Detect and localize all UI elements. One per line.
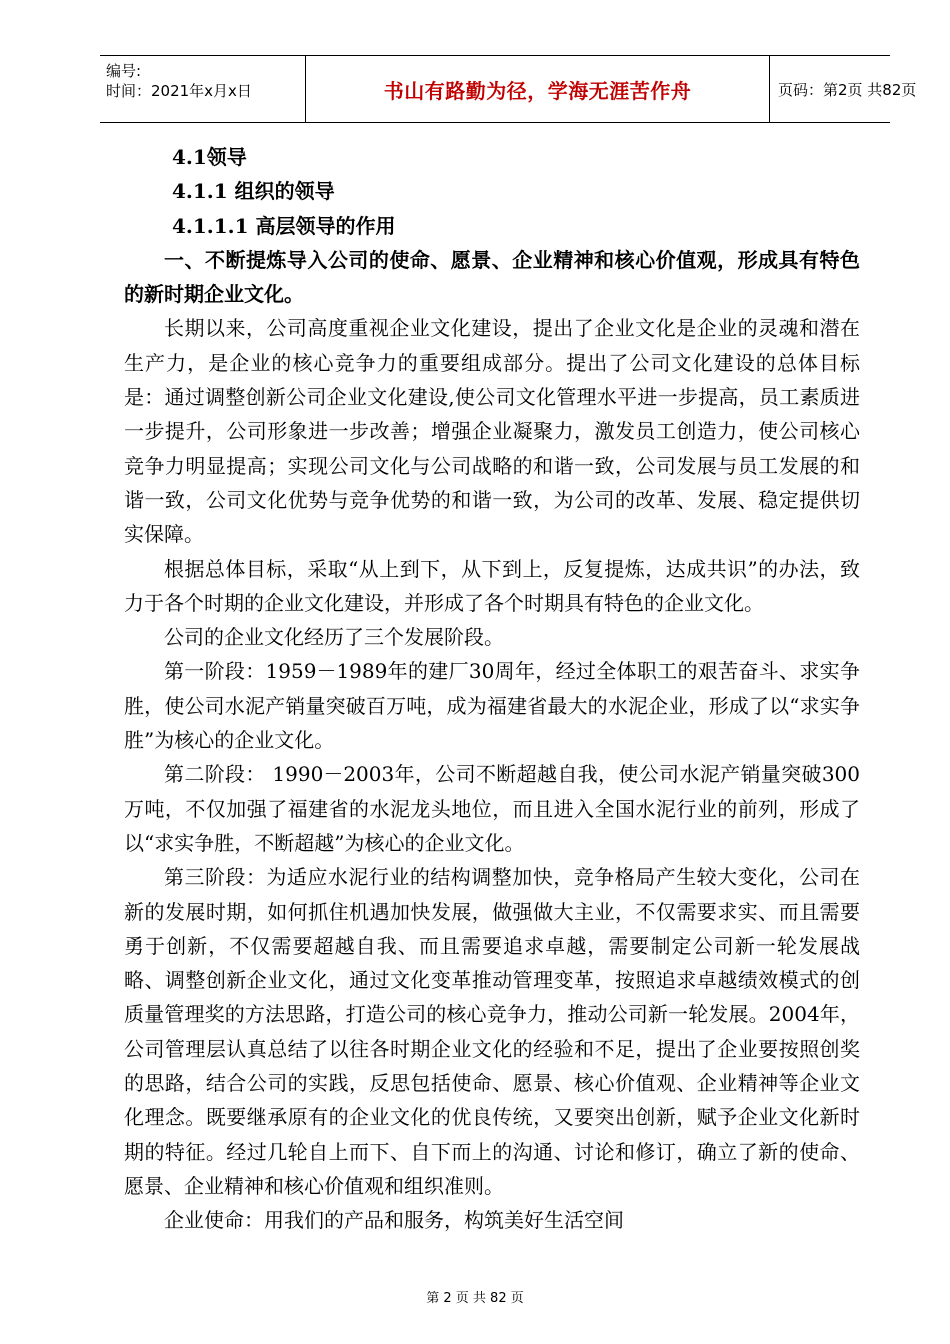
paragraph: 第三阶段：为适应水泥行业的结构调整加快，竞争格局产生较大变化，公司在新的发展时期，如何抓住机遇加快发展，做强做大主业，不仅需要求实、而且需要勇于创新，不仅需要超越自我、而且需要追求卓越，需要制定公司新一轮发展战略、调整创新企业文化，通过文化变革推动管理变革，按照追求卓越绩效模式的创质量管理奖的方法思路，打造公司的核心竞争力，推动公司新一轮发展。2004年，公司管理层认真总结了以往各时期企业文化的经验和不足，提出了企业要按照创奖的思路，结合公司的实践，反思包括使命、愿景、核心价值观、企业精神等企业文化理念。既要继承原有的企业文化的优良传统，又要突出创新，赋予企业文化新时期的特征。经过几轮自上而下、自下而上的沟通、讨论和修订，确立了新的使命、愿景、企业精神和核心价值观和组织准则。 bbox=[124, 865, 860, 1198]
paragraph: 第二阶段： 1990－2003年，公司不断超越自我，使公司水泥产销量突破300万吨，不仅加强了福建省的水泥龙头地位，而且进入全国水泥行业的前列，形成了以“求实争胜，不断超越”为核心的企业文化。 bbox=[124, 762, 860, 855]
header-page-cell bbox=[770, 56, 917, 122]
paragraph: 长期以来，公司高度重视企业文化建设，提出了企业文化是企业的灵魂和潜在生产力，是企业的核心竞争力的重要组成部分。提出了公司文化建设的总体目标是：通过调整创新公司企业文化建设,使公司文化管理水平进一步提高，员工素质进一步提升，公司形象进一步改善；增强企业凝聚力，激发员工创造力，使公司核心竞争力明显提高；实现公司文化与公司战略的和谐一致，公司发展与员工发展的和谐一致，公司文化优势与竞争优势的和谐一致，为公司的改革、发展、稳定提供切实保障。 bbox=[124, 316, 860, 547]
page-footer: 第 2 页 共 82 页 bbox=[426, 1291, 524, 1306]
section-heading-4-1: 4.1领导 bbox=[172, 145, 247, 169]
page-header bbox=[100, 55, 917, 123]
paragraph: 公司的企业文化经历了三个发展阶段。 bbox=[164, 625, 504, 650]
time-label: 时间：2021年x月x日 bbox=[106, 82, 252, 100]
paragraph: 第一阶段：1959－1989年的建厂30周年，经过全体职工的艰苦奋斗、求实争胜，使公司水泥产销量突破百万吨，成为福建省最大的水泥企业，形成了以“求实争胜”为核心的企业文化。 bbox=[124, 659, 860, 753]
bold-subheading: 一、不断提炼导入公司的使命、愿景、企业精神和核心价值观，形成具有特色的新时期企业文化。 bbox=[124, 247, 860, 307]
serial-label: 编号: bbox=[106, 62, 142, 80]
header-slogan-cell bbox=[306, 56, 770, 122]
paragraph: 根据总体目标，采取“从上到下，从下到上，反复提炼，达成共识”的办法，致力于各个时期的企业文化建设，并形成了各个时期具有特色的企业文化。 bbox=[124, 556, 860, 615]
slogan: 书山有路勤为径，学海无涯苦作舟 bbox=[383, 78, 692, 103]
paragraph: 企业使命：用我们的产品和服务，构筑美好生活空间 bbox=[164, 1208, 624, 1233]
header-meta-cell bbox=[100, 56, 306, 122]
section-heading-4-1-1-1: 4.1.1.1 高层领导的作用 bbox=[172, 213, 396, 238]
document-body bbox=[124, 140, 860, 1238]
page-number-label: 页码：第2页 共82页 bbox=[778, 80, 917, 99]
section-heading-4-1-1: 4.1.1 组织的领导 bbox=[172, 179, 335, 204]
